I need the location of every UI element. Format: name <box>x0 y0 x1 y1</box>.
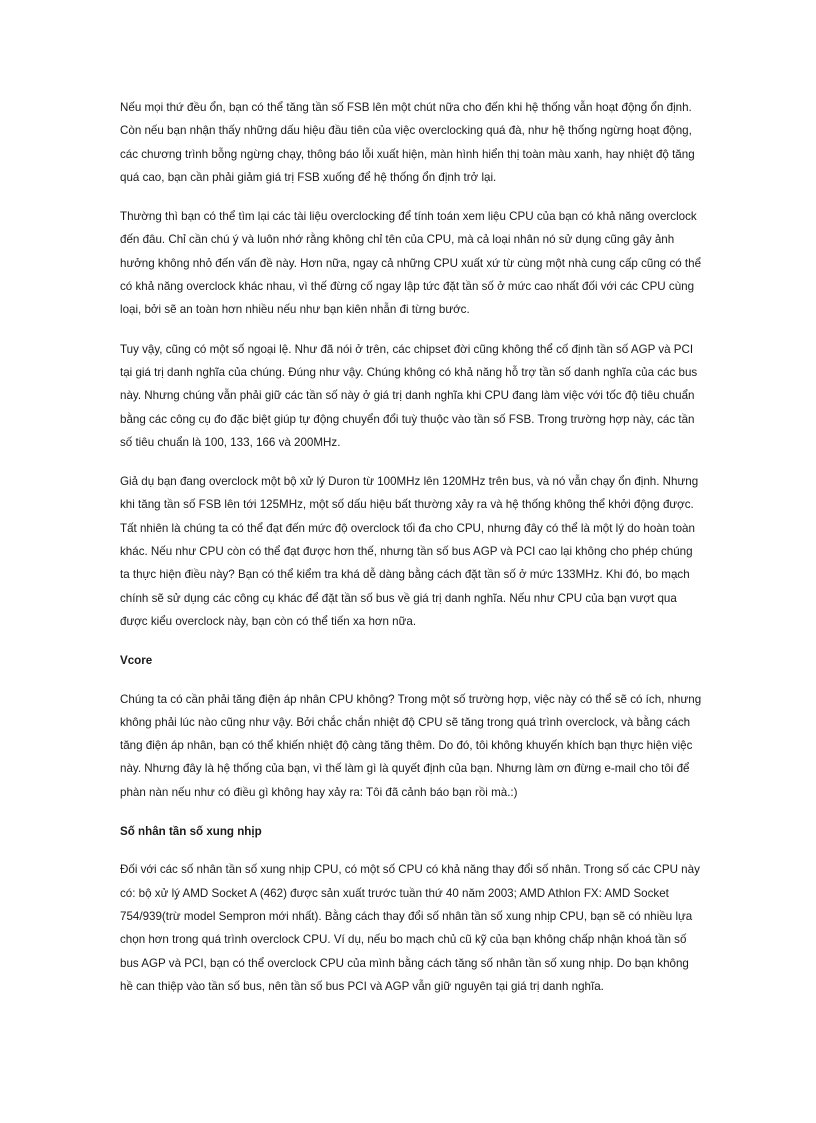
paragraph-overclock-docs: Thường thì bạn có thể tìm lại các tài liệu overclocking để tính toán xem liệu CPU của bạn có khả năng overclock đến đâu. Chỉ cần chú ý và luôn nhớ rằng không chỉ tên của CPU, mà cả loại nhân nó sử dụng cũng gây ảnh hưởng không nhỏ đến vấn đề này. Hơn nữa, ngay cả những CPU xuất xứ từ cùng một nhà cung cấp cũng có thể có khả năng overclock khác nhau, vì thế đừng cố ngay lập tức đặt tần số ở mức cao nhất đối với các CPU cùng loại, bởi sẽ an toàn hơn nhiều nếu như bạn kiên nhẫn đi từng bước. <box>120 210 702 317</box>
paragraph-duron-example: Giả dụ bạn đang overclock một bộ xử lý Duron từ 100MHz lên 120MHz trên bus, và nó vẫn chạy ổn định. Nhưng khi tăng tần số FSB lên tới 125MHz, một số dấu hiệu bất thường xảy ra và hệ thống không thể khởi động được. Tất nhiên là chúng ta có thể đạt đến mức độ overclock tối đa cho CPU, nhưng đây có thể là một lý do hoàn toàn khác. Nếu như CPU còn có thể đạt được hơn thế, nhưng tần số bus AGP và PCI cao lại không cho phép chúng ta thực hiện điều này? Bạn có thể kiểm tra khá dễ dàng bằng cách đặt tần số ở mức 133MHz. Khi đó, bo mạch chính sẽ sử dụng các công cụ khác để đặt tần số bus về giá trị danh nghĩa. Nếu như CPU của bạn vượt qua được kiểu overclock này, bạn còn có thể tiến xa hơn nữa. <box>120 475 699 628</box>
paragraph-vcore: Chúng ta có cần phải tăng điện áp nhân CPU không? Trong một số trường hợp, việc này có thể sẽ có ích, nhưng không phải lúc nào cũng như vậy. Bởi chắc chắn nhiệt độ CPU sẽ tăng trong quá trình overclock, và bằng cách tăng điện áp nhân, bạn có thể khiến nhiệt độ càng tăng thêm. Do đó, tôi không khuyến khích bạn thực hiện việc này. Nhưng đây là hệ thống của bạn, vì thế làm gì là quyết định của bạn. Nhưng làm ơn đừng e-mail cho tôi để phàn nàn nếu như có điều gì không hay xảy ra: Tôi đã cảnh báo bạn rồi mà.:) <box>120 692 702 799</box>
document-page <box>120 96 704 1014</box>
heading-multiplier: Số nhân tần số xung nhịp <box>120 825 262 839</box>
paragraph-chipset-exception: Tuy vậy, cũng có một số ngoại lệ. Như đã nói ở trên, các chipset đời cũng không thể cố định tần số AGP và PCI tại giá trị danh nghĩa của chúng. Đúng như vậy. Chúng không có khả năng hỗ trợ tần số danh nghĩa của các bus này. Nhưng chúng vẫn phải giữ các tần số này ở giá trị danh nghĩa khi CPU đang làm việc với tốc độ tiêu chuẩn bằng các công cụ đo đặc biệt giúp tự động chuyển đổi tuỳ thuộc vào tần số FSB. Trong trường hợp này, các tần số tiêu chuẩn là 100, 133, 166 và 200MHz. <box>120 342 698 449</box>
paragraph-multiplier: Đối với các số nhân tần số xung nhịp CPU, có một số CPU có khả năng thay đổi số nhân. Trong số các CPU này có: bộ xử lý AMD Socket A (462) được sản xuất trước tuần thứ 40 năm 2003; AMD Athlon FX: AMD Socket 754/939(trừ model Sempron mới nhất). Bằng cách thay đổi số nhân tần số xung nhịp CPU, bạn sẽ có nhiều lựa chọn hơn trong quá trình overclock CPU. Ví dụ, nếu bo mạch chủ cũ kỹ của bạn không chấp nhận khoá tần số bus AGP và PCI, bạn có thể overclock CPU của mình bằng cách tăng số nhân tần số xung nhịp. Do bạn không hề can thiệp vào tần số bus, nên tần số bus PCI và AGP vẫn giữ nguyên tại giá trị danh nghĩa. <box>120 863 700 993</box>
paragraph-fsb-stability: Nếu mọi thứ đều ổn, bạn có thể tăng tần số FSB lên một chút nữa cho đến khi hệ thống vẫn hoạt động ổn định. Còn nếu bạn nhận thấy những dấu hiệu đầu tiên của việc overclocking quá đà, như hệ thống ngừng hoạt động, các chương trình bỗng ngừng chạy, thông báo lỗi xuất hiện, màn hình hiển thị toàn màu xanh, hay nhiệt độ tăng quá cao, bạn cần phải giảm giá trị FSB xuống để hệ thống ổn định trở lại. <box>120 101 695 184</box>
heading-vcore: Vcore <box>120 654 153 668</box>
